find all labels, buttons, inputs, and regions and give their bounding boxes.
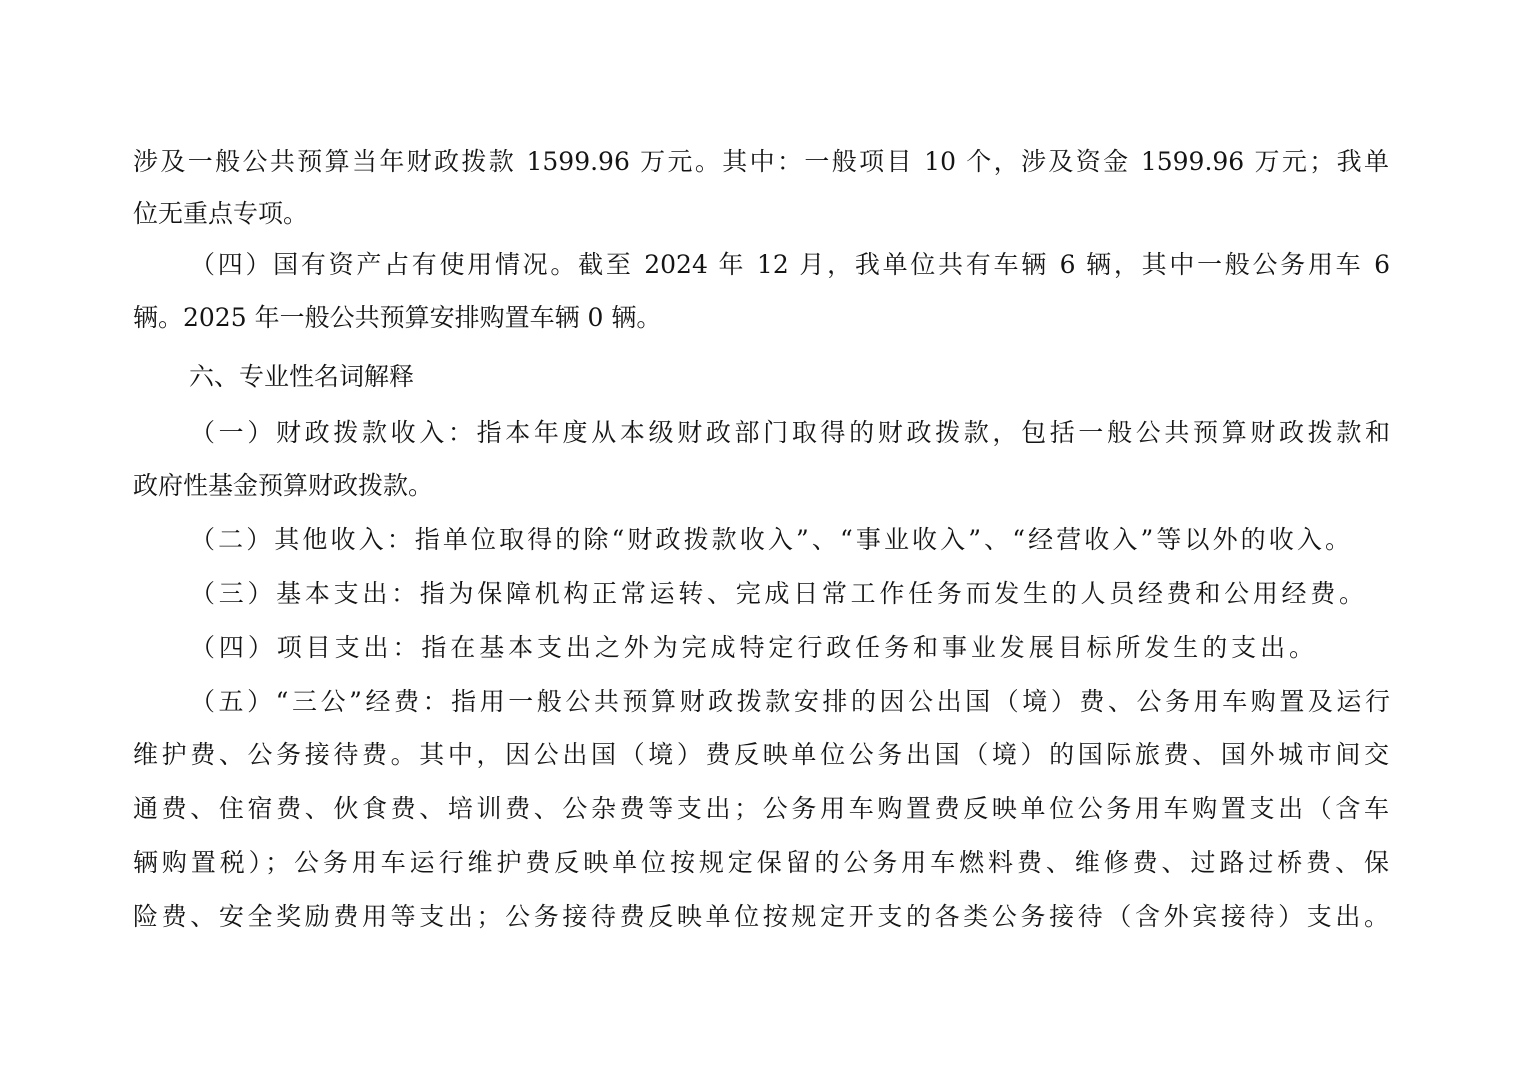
section-heading: 六、专业性名词解释 [189,362,415,391]
text-line: （一）财政拨款收入：指本年度从本级财政部门取得的财政拨款，包括一般公共预算财政拨款和 [190,418,1390,447]
text-line: 涉及一般公共预算当年财政拨款 1599.96 万元。其中：一般项目 10 个，涉及资金 1599.96 万元；我单 [133,147,1389,176]
text-line: （五）“三公”经费：指用一般公共预算财政拨款安排的因公出国（境）费、公务用车购置及运行 [190,687,1390,716]
text-line: 辆。2025 年一般公共预算安排购置车辆 0 辆。 [133,303,662,332]
text-line: 维护费、公务接待费。其中，因公出国（境）费反映单位公务出国（境）的国际旅费、国外城市间交 [133,740,1389,769]
text-line: （三）基本支出：指为保障机构正常运转、完成日常工作任务而发生的人员经费和公用经费。 [190,579,1364,608]
text-line: 通费、住宿费、伙食费、培训费、公杂费等支出；公务用车购置费反映单位公务用车购置支出（含车 [133,794,1389,823]
text-line: 位无重点专项。 [133,199,309,228]
text-line: 辆购置税）；公务用车运行维护费反映单位按规定保留的公务用车燃料费、维修费、过路过桥费、保 [133,848,1389,877]
text-line: （四）国有资产占有使用情况。截至 2024 年 12 月，我单位共有车辆 6 辆，其中一般公务用车 6 [190,250,1390,279]
text-line: 政府性基金预算财政拨款。 [133,471,434,500]
text-line: （四）项目支出：指在基本支出之外为完成特定行政任务和事业发展目标所发生的支出。 [190,633,1314,662]
text-line: （二）其他收入：指单位取得的除“财政拨款收入”、“事业收入”、“经营收入”等以外的收入。 [190,525,1350,554]
text-line: 险费、安全奖励费用等支出；公务接待费反映单位按规定开支的各类公务接待（含外宾接待）支出。 [133,902,1389,931]
